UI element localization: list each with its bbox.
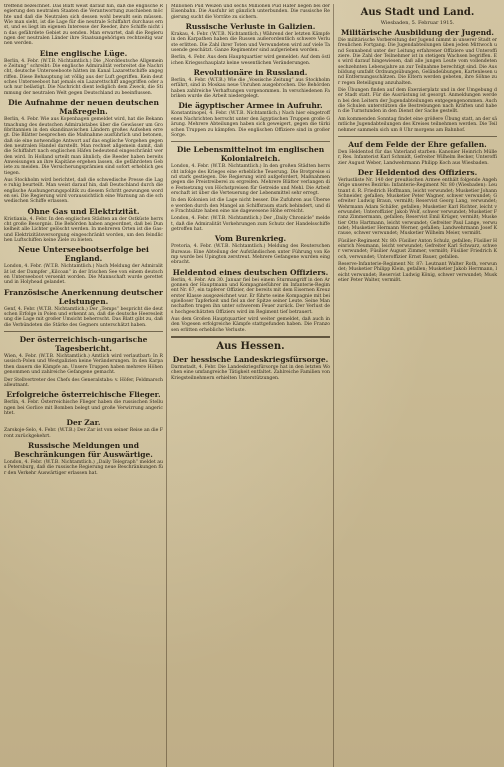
article-heading: Neue Unterseebootserfolge bei England. bbox=[18, 245, 149, 264]
article-text: Krakau, 4. Febr. (W.T.B. Nichtamtlich.) Während der letzten Kämpfe in den Karpathen haben die Russen außerordentlich schwere Verluste erlitten. Die Zahl ihrer Toten und Verwundeten wird auf viele Tausende geschätzt. Ganze Regimenter sind aufgerieben worden. bbox=[171, 32, 330, 54]
article-heading: Eine englische Lüge. bbox=[39, 48, 128, 58]
article-text: Die Übungen finden auf dem Exerzierplatz und in der Umgebung der Stadt statt. Für die Ausrüstung ist gesorgt. Anmeldungen werden bei den Leitern der Jugendabteilungen entgegengenommen. Auch die Schulen unterstützen die Bestrebungen nach Kräften und haben die Turnstunden in den Dienst der Sache gestellt. bbox=[338, 88, 497, 115]
article-text: Kristiania, 4. Febr. In den englischen Städten an der Ostküste herrscht große Besorgnis. Die Behörden haben angeordnet, daß bei Dunkelheit alle Lichter gelöscht werden. In mehreren Orten ist die Gas- und Elektrizitätsversorgung eingeschränkt worden, um den feindlichen Luftschiffen keine Ziele zu bieten. bbox=[4, 216, 163, 244]
article-text: Berlin, 4. Febr. Österreichische Flieger haben die russischen Stellungen bei Gorlice mit Bomben belegt und große Verwirrung angerichtet. bbox=[4, 400, 163, 416]
article-heading: Der österreichisch-ungarische Tagesbericht. bbox=[19, 335, 148, 354]
article-heading: Heldentod eines deutschen Offiziers. bbox=[172, 267, 329, 277]
article-text: Reserve-Infanterie-Regiment Nr. 87: Leutnant Walter Roth, verwundet; Musketier Philipp Klein, gefallen; Musketier Jakob Herrmann, leicht verwundet; Reservist Ludwig König, schwer verwundet; Musketier Peter Walter, vermißt. bbox=[338, 262, 497, 284]
article-text: treffend bezeichnet. Das Blatt weist darauf hin, daß die englische Regierung den neutralen Staaten die Verantwortung zuschieben möchte und daß die Neutralen sich dessen wohl bewußt sein müssen. Wie man sieht, ist die Lage für die neutrale Schiffahrt durchaus ernst, und es liegt im eigenen Interesse der Reeder, ihre Schiffe nicht in das gefährdete Gebiet zu senden. Man erwartet, daß die Regierungen der neutralen Länder ihre Staatsangehörigen rechtzeitig warnen werden. bbox=[4, 4, 163, 47]
article-text: Aus dem Großen Hauptquartier wird weiter gemeldet, daß auch in den Vogesen erfolgreiche Kämpfe stattgefunden haben. Die Franzosen erlitten erhebliche Verluste. bbox=[171, 317, 330, 333]
column-2 bbox=[171, 4, 334, 767]
article-text: Berlin, 4. Febr. (W.T.B.) Wie die „Vossische Zeitung“ aus Stockholm erfährt, sind in Moskau neue Unruhen ausgebrochen. Die Behörden haben zahlreiche Verhaftungen vorgenommen. In verschiedenen Fabriken wurde die Arbeit niedergelegt. bbox=[171, 78, 330, 100]
article-text: Konstantinopel, 4. Febr. (W.T.B. Nichtamtlich.) Nach hier eingetroffenen Nachrichten herrscht unter den ägyptischen Truppen große Gärung. Mehrere Abteilungen haben sich geweigert, gegen die türkischen Truppen zu kämpfen. Die englischen Offiziere sind in großer Sorge. bbox=[171, 111, 330, 138]
article-text: Millionen Pud Weizen und sechs Millionen Pud Hafer liegen bei der Eisenbahn. Die Ausfuhr ist gänzlich unterbunden. Die russische Regierung sucht die Vorräte zu sichern. bbox=[171, 4, 330, 20]
article-text: Berlin, 4. Febr. Am 30. Januar fiel bei einem Sturmangriff in den Argonnen der Hauptmann und Kompagnieführer im Infanterie-Regiment Nr. 67, ein tapferer Offizier, der bereits mit dem Eisernen Kreuz erster Klasse ausgezeichnet war. Er führte seine Kompagnie mit beispielloser Tapferkeit und fiel an der Spitze seiner Leute. Seine Mannschaften trugen ihn unter schwerem Feuer zurück. Der Verlust des hochgeschätzten Offiziers wird im Regiment tief betrauert. bbox=[171, 277, 330, 315]
article-heading: Die Aufnahme der neuen deutschen Maßregeln. bbox=[8, 98, 159, 117]
dateline: Wiesbaden, 5. Februar 1915. bbox=[380, 20, 455, 26]
column-container bbox=[4, 4, 500, 767]
article-heading: Die Lebensmittelnot im englischen Kolonialreich. bbox=[176, 145, 325, 164]
article-heading: Die ägyptischer Armee in Aufruhr. bbox=[178, 101, 323, 111]
article-text: London, 4. Febr. (W.T.B. Nichtamtlich.) Der „Daily Chronicle“ meldet, daß die Admiralität Vorkehrungen zum Schutz der Handelsschiffe getroffen hat. bbox=[171, 216, 330, 232]
article-text: Aus Stockholm wird berichtet, daß die schwedische Presse die Lage ruhig beurteilt. Man weist darauf hin, daß Deutschland durch die englische Aushungerungspolitik zu diesem Schritt gezwungen worden sei. Die Regierung wird voraussichtlich eine Warnung an die schwedischen Schiffe erlassen. bbox=[4, 177, 163, 205]
article-heading: Russische Verluste in Galizien. bbox=[185, 22, 316, 32]
divider bbox=[171, 141, 330, 142]
article-heading: Erfolgreiche österreichische Flieger. bbox=[6, 390, 161, 400]
article-text: Verlustliste Nr. 140 der preußischen Armee enthält folgende Angehörige unseres Bezirks: Infanterie-Regiment Nr. 80 (Wiesbaden): Leutnant d. R. Friedrich Hoffmann, leicht verwundet; Musketier Johann Schneider, gefallen; Musketier Peter Wagner, schwer verwundet; Gefreiter Ludwig Braun, vermißt; Reservist Georg Lang, verwundet; Wehrmann Adam Schäfer, gefallen; Musketier Karl Richter, leicht verwundet; Unteroffizier Jakob Wolf, schwer verwundet; Musketier Franz Zimmermann, gefallen; Reservist Emil Krüger, vermißt; Musketier Otto Hartmann, leicht verwundet; Gefreiter Paul Lange, verwundet; Musketier Hermann Werner, gefallen; Landwehrmann Josef Krause, schwer verwundet; Musketier Wilhelm Meier, vermißt. bbox=[338, 177, 497, 237]
article-heading: Der hessische Landeskriegsfürsorge. bbox=[172, 355, 329, 365]
article-heading: Vom Burenkrieg. bbox=[214, 234, 287, 244]
article-text: Den Heldentod für das Vaterland starben: Kanonier Heinrich Müller, Res. Infanterist Karl Schmidt, Gefreiter Wilhelm Becker, Unteroffizier August Weber, Landwehrmann Philipp Koch aus Wiesbaden. bbox=[338, 149, 497, 166]
article-text: Wien, 4. Febr. (W.T.B. Nichtamtlich.) Amtlich wird verlautbart: In Russisch-Polen und Westgalizien keine Veränderungen. In den Karpathen dauern die Kämpfe an. Unsere Truppen haben mehrere Höhen genommen und zahlreiche Gefangene gemacht. bbox=[4, 354, 163, 376]
article-text: Der Stellvertreter des Chefs des Generalstabs: v. Höfer, Feldmarschalleutnant. bbox=[4, 377, 163, 388]
article-text: Berlin, 4. Febr. Aus dem Hauptquartier wird gemeldet: Auf dem östlichen Kriegsschauplatz keine wesentlichen Veränderungen. bbox=[171, 55, 330, 66]
article-text: London, 4. Febr. (W.T.B. Nichtamtlich.) In den großen Städten herrscht infolge des Krieges eine erhebliche Teuerung. Die Brotpreise sind stark gestiegen. Die Regierung wird aufgefordert, Maßnahmen gegen die Preistreiberei zu ergreifen. Mehrere Blätter verlangen die Festsetzung von Höchstpreisen für Getreide und Mehl. Die Arbeiterschaft ist über die Verteuerung der Lebensmittel sehr erregt. bbox=[171, 164, 330, 196]
article-text: Die militärische Vorbereitung der Jugend nimmt in unserer Stadt erfreulichen Fortgang. Die Jugendabteilungen üben jeden Mittwoch und Sonnabend unter der Leitung erfahrener Offiziere und Unteroffiziere. Die Zahl der Teilnehmer ist in stetigem Wachsen begriffen. Es wird darauf hingewiesen, daß alle jungen Leute vom vollendeten sechzehnten Lebensjahre an zur Teilnahme berechtigt sind. Die Ausbildung umfaßt Ordnungsübungen, Geländeübungen, Kartenlesen und Entfernungsschätzen. Die Eltern werden gebeten, ihre Söhne zur regen Beteiligung anzuhalten. bbox=[338, 38, 497, 86]
article-text: Berlin, 4. Febr. Wie aus Kopenhagen gemeldet wird, hat die Bekanntmachung des deutschen Admiralstabes über die Gewässer um Großbritannien in den skandinavischen Ländern großes Aufsehen erregt. Die Blätter besprechen die Maßnahme ausführlich und betonen, daß sie eine notwendige Antwort auf das englische Vorgehen gegen den neutralen Handel darstellt. Man rechnet allgemein damit, daß die Schiffahrt nach englischen Häfen bedeutend eingeschränkt werden wird. In Holland urteilt man ähnlich; die Reeder haben bereits Anweisungen an ihre Kapitäne ergehen lassen, die gefährdeten Gebiete zu meiden. Die Versicherungsprämien sind sofort erheblich gestiegen. bbox=[4, 117, 164, 176]
divider bbox=[4, 331, 163, 332]
article-heading: Ohne Gas und Elektrizität. bbox=[27, 206, 140, 216]
article-heading: Der Zar. bbox=[66, 418, 101, 428]
article-text: London, 4. Febr. (W.T.B. Nichtamtlich.) Nach Meldung der Admiralität ist der Dampfer „Kilcoan“ in der Irischen See von einem deutschen Unterseeboot versenkt worden. Die Mannschaft wurde gerettet und in Holyhead gelandet. bbox=[4, 264, 163, 286]
column-3 bbox=[338, 4, 500, 767]
article-text: Berlin, 4. Febr. (W.T.B. Nichtamtlich.) Die „Norddeutsche Allgemeine Zeitung“ schreibt: Die englische Admiralität verbreitet die Nachricht, deutsche Unterseeboote hätten im Kanal Lazarettschiffe angegriffen. Diese Behauptung ist völlig aus der Luft gegriffen. Kein deutsches Unterseeboot hat jemals ein Lazarettschiff angegriffen oder auch nur belästigt. Die Nachricht dient lediglich dem Zweck, die Stimmung der neutralen Welt gegen Deutschland zu beeinflussen. bbox=[4, 58, 163, 96]
article-heading: Russische Meldungen und Beschränkungen für Auswärtige. bbox=[14, 440, 153, 459]
article-text: Füsilier-Regiment Nr. 80: Füsilier Anton Schulz, gefallen; Füsilier Heinrich Neumann, leicht verwundet; Gefreiter Karl Schwarz, schwer verwundet; Füsilier August Zimmer, vermißt; Füsilier Friedrich Koch, verwundet; Unteroffizier Ernst Bauer, gefallen. bbox=[338, 238, 497, 260]
column-1 bbox=[4, 4, 167, 767]
article-text: Genf, 4. Febr. (W.T.B. Nichtamtlich.) Der „Temps“ bespricht die deutschen Erfolge in Polen und erkennt an, daß die deutsche Heeresleitung die Lage mit großer Umsicht beherrscht. Das Blatt gibt zu, daß die Verbündeten die Stärke des Gegners unterschätzt haben. bbox=[4, 306, 163, 328]
divider bbox=[338, 136, 497, 137]
section-heading: Aus Stadt und Land. bbox=[360, 7, 475, 18]
article-text: Zarskoje-Selo, 4. Febr. (W.T.B.) Der Zar ist von seiner Reise an die Front zurückgekehrt. bbox=[4, 428, 163, 439]
article-heading: Französische Anerkennung deutscher Leistungen. bbox=[4, 287, 163, 306]
article-text: Darmstadt, 4. Febr. Die Landeskriegsfürsorge hat in den letzten Wochen eine umfangreiche Tätigkeit entfaltet. Zahlreiche Familien von Kriegsteilnehmern erhielten Unterstützungen. bbox=[171, 365, 330, 381]
article-text: London, 4. Febr. (W.T.B. Nichtamtlich.) „Daily Telegraph“ meldet aus Petersburg, daß die russische Regierung neue Beschränkungen für den Verkehr Auswärtiger erlassen hat. bbox=[4, 459, 163, 476]
article-heading: Auf dem Felde der Ehre gefallen. bbox=[348, 139, 487, 149]
section-heading: Aus Hessen. bbox=[216, 341, 285, 353]
article-heading: Militärische Ausbildung der Jugend. bbox=[341, 28, 494, 37]
article-text: In den Kolonien ist die Lage nicht besser. Die Zufuhren aus Übersee werden durch den Mangel an Schiffsraum stark behindert, und die Frachtsätze haben eine nie dagewesene Höhe erreicht. bbox=[171, 198, 330, 214]
section-divider bbox=[171, 336, 330, 338]
article-heading: Revolutionäre in Russland. bbox=[193, 68, 308, 78]
article-text: Am kommenden Sonntag findet eine größere Übung statt, an der sämtliche Jugendabteilungen des Kreises teilnehmen werden. Die Teilnehmer sammeln sich um 8 Uhr morgens am Bahnhof. bbox=[338, 116, 497, 133]
article-text: Pretoria, 4. Febr. (W.T.B. Nichtamtlich.) Meldung des Reuterschen Bureaus: Eine Abteilung der Aufständischen unter Führung von Kemp wurde bei Upington zerstreut. Mehrere Gefangene wurden eingebracht. bbox=[171, 244, 330, 266]
article-heading: Der Heldentod des Offiziers. bbox=[357, 167, 478, 177]
